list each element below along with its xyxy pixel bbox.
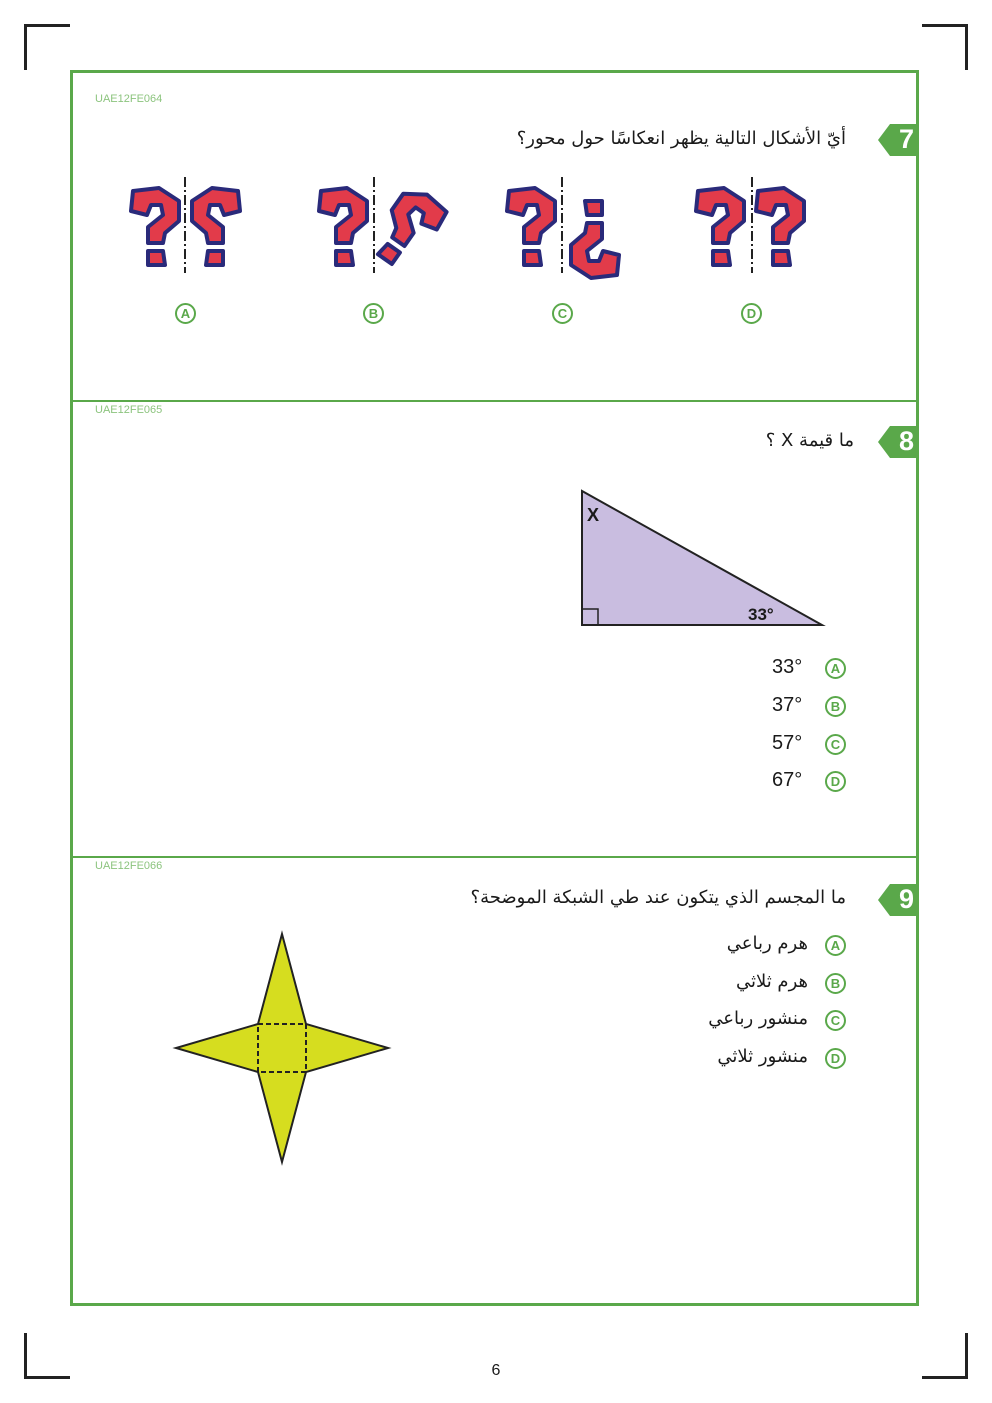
option-b-value: هرم ثلاثي: [735, 971, 808, 992]
pyramid-net-figure: [170, 928, 400, 1168]
question-number: 8: [898, 426, 914, 456]
question-code: UAE12FE064: [95, 93, 163, 105]
option-b-letter[interactable]: B: [825, 696, 846, 717]
option-c-letter[interactable]: C: [825, 1010, 846, 1031]
question-number: 7: [898, 124, 914, 154]
option-a-value: هرم رباعي: [726, 933, 808, 954]
option-c-value: 57°: [772, 732, 803, 754]
question-number: 9: [898, 884, 914, 914]
crop-mark-top-left-v: [24, 24, 27, 70]
option-d-figure: [696, 177, 804, 273]
option-d-value: منشور ثلاثي: [717, 1046, 808, 1067]
option-c-letter[interactable]: C: [825, 734, 846, 755]
option-d-letter[interactable]: D: [741, 303, 762, 324]
page-number: 6: [491, 1362, 501, 1379]
option-b-letter[interactable]: B: [825, 973, 846, 994]
question-number-badge: [878, 124, 918, 154]
section-divider-2: [70, 856, 919, 858]
question-number-badge: [878, 426, 918, 456]
angle-label: 33°: [748, 605, 774, 624]
option-c-value: منشور رباعي: [708, 1008, 808, 1029]
option-d-letter[interactable]: D: [825, 1048, 846, 1069]
option-d-letter[interactable]: D: [825, 771, 846, 792]
vertex-label: X: [587, 505, 600, 525]
option-a-letter[interactable]: A: [825, 935, 846, 956]
question-text: أيّ الأشكال التالية يظهر انعكاسًا حول محور؟: [516, 128, 846, 149]
option-c-letter[interactable]: C: [552, 303, 573, 324]
section-divider-1: [70, 400, 919, 402]
right-triangle-figure: [570, 485, 830, 635]
question-code: UAE12FE065: [95, 404, 163, 416]
question-number-badge: [878, 884, 918, 914]
reflection-options-figure: [0, 175, 992, 295]
crop-mark-top-right-h: [922, 24, 968, 27]
option-a-value: 33°: [772, 656, 803, 678]
option-a-figure: [131, 177, 240, 273]
crop-mark-top-left-h: [24, 24, 70, 27]
question-code: UAE12FE066: [95, 860, 163, 872]
option-b-value: 37°: [772, 694, 803, 716]
option-a-letter[interactable]: A: [175, 303, 196, 324]
option-b-letter[interactable]: B: [363, 303, 384, 324]
crop-mark-top-right-v: [965, 24, 968, 70]
option-a-letter[interactable]: A: [825, 658, 846, 679]
option-c-figure: [507, 177, 619, 278]
question-text: ما المجسم الذي يتكون عند طي الشبكة الموضحة؟: [470, 887, 846, 908]
option-d-value: 67°: [772, 769, 803, 791]
question-text: ما قيمة X ؟: [765, 430, 854, 451]
option-b-figure: [319, 177, 450, 274]
